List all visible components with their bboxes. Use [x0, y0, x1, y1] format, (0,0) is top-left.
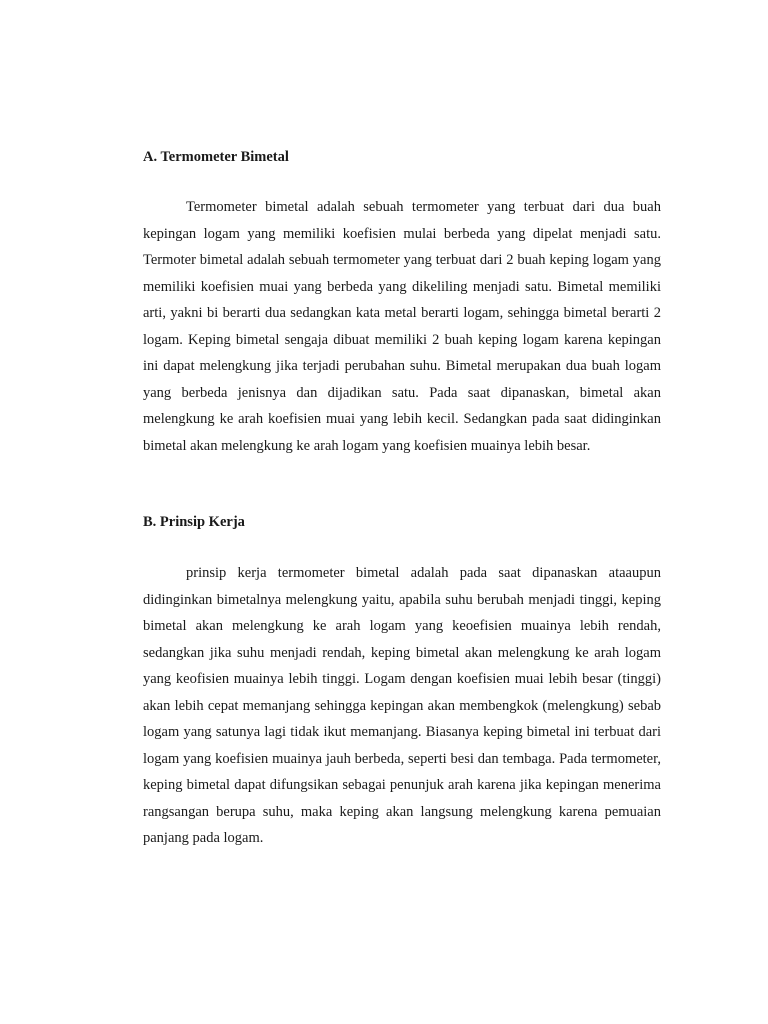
- section-heading-termometer-bimetal: A. Termometer Bimetal: [143, 149, 289, 165]
- section-paragraph-termometer-bimetal: Termometer bimetal adalah sebuah termometer yang terbuat dari dua buah kepingan logam yang memiliki koefisien mulai berbeda yang dipelat menjadi satu. Termoter bimetal adalah sebuah termometer yang terbuat dari 2 buah keping logam yang memiliki koefisien muai yang berbeda yang dikeliling menjadi satu. Bimetal memiliki arti, yakni bi berarti dua sedangkan kata metal berarti logam, sehingga bimetal berarti 2 logam. Keping bimetal sengaja dibuat memiliki 2 buah keping logam karena kepingan ini dapat melengkung jika terjadi perubahan suhu. Bimetal merupakan dua buah logam yang berbeda jenisnya dan dijadikan satu. Pada saat dipanaskan, bimetal akan melengkung ke arah koefisien muai yang lebih kecil. Sedangkan pada saat didinginkan bimetal akan melengkung ke arah logam yang koefisien muainya lebih besar.: [143, 199, 661, 454]
- document-body: [143, 144, 661, 852]
- section-heading-prinsip-kerja: B. Prinsip Kerja: [143, 514, 245, 530]
- section-paragraph-prinsip-kerja: prinsip kerja termometer bimetal adalah pada saat dipanaskan ataaupun didinginkan bimetalnya melengkung yaitu, apabila suhu berubah menjadi tinggi, keping bimetal akan melengkung ke arah logam yang keoefisien muainya lebih rendah, sedangkan jika suhu menjadi rendah, keping bimetal akan melengkung ke arah logam yang keofisien muainya lebih tinggi. Logam dengan koefisien muai lebih besar (tinggi) akan lebih cepat memanjang sehingga kepingan akan membengkok (melengkung) sebab logam yang satunya lagi tidak ikut memanjang. Biasanya keping bimetal ini terbuat dari logam yang koefisien muainya jauh berbeda, seperti besi dan tembaga. Pada termometer, keping bimetal dapat difungsikan sebagai penunjuk arah karena jika kepingan menerima rangsangan berupa suhu, maka keping akan langsung melengkung karena pemuaian panjang pada logam.: [143, 565, 661, 846]
